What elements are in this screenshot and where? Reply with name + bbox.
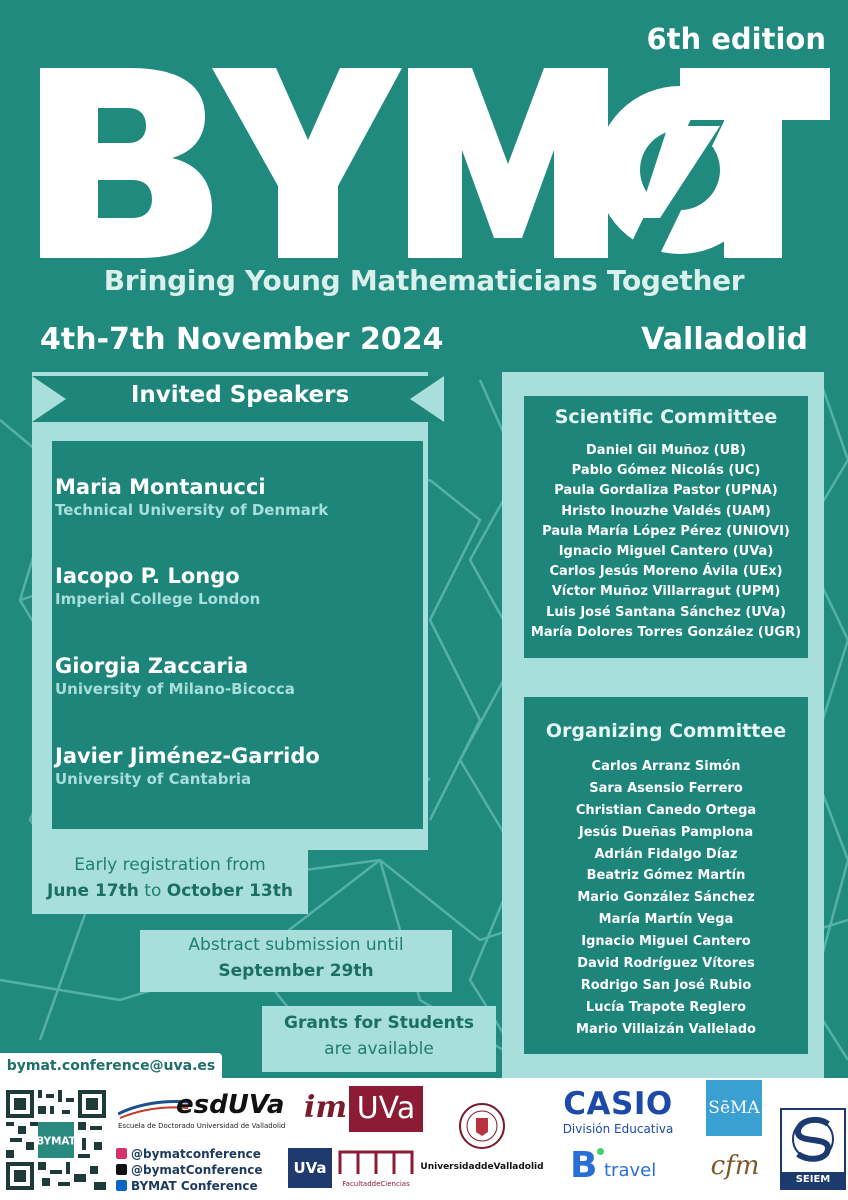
speaker-name: Javier Jiménez-Garrido — [55, 744, 320, 768]
x-handle[interactable]: @bymatConference — [116, 1162, 286, 1178]
list-item: Paula Gordaliza Pastor (UPNA) — [554, 483, 778, 499]
abstract-notice — [140, 930, 452, 992]
organizing-committee-title: Organizing Committee — [545, 720, 787, 742]
list-item: Luis José Santana Sánchez (UVa) — [546, 604, 786, 620]
tagline: Bringing Young Mathematicians Together — [103, 264, 745, 297]
scientific-committee-list — [524, 441, 808, 643]
uva-logo: UVa — [288, 1148, 332, 1188]
list-item: Hristo Inouzhe Valdés (UAM) — [561, 503, 771, 519]
event-dates: 4th-7th November 2024 — [40, 322, 444, 357]
list-item: Rodrigo San José Rubio — [580, 977, 752, 993]
esduva-logo: esdUVa Escuela de Doctorado Universidad de Valladolid — [118, 1090, 286, 1130]
sema-logo: SēMA — [706, 1080, 762, 1136]
registration-notice — [32, 850, 308, 914]
organizing-committee-list — [524, 756, 808, 1041]
b-icon: B — [570, 1145, 598, 1186]
bymat-logo — [40, 68, 830, 258]
abstract-date: September 29th — [218, 961, 374, 981]
list-item: María Dolores Torres González (UGR) — [530, 624, 802, 640]
registration-to-word: to — [144, 881, 162, 901]
linkedin-icon — [116, 1180, 127, 1191]
seiem-icon — [788, 1116, 838, 1162]
list-item: Daniel Gil Muñoz (UB) — [586, 443, 746, 458]
speaker-institution: Technical University of Denmark — [55, 501, 329, 519]
speaker-1 — [55, 474, 420, 520]
list-item: Sara Asensio Ferrero — [589, 780, 743, 796]
list-item: Víctor Muñoz Villarragut (UPM) — [551, 584, 781, 600]
facultad-ciencias-logo: FacultaddeCiencias — [338, 1146, 414, 1190]
list-item: David Rodríguez Vítores — [577, 956, 755, 972]
list-item: Christian Canedo Ortega — [575, 802, 757, 818]
registration-line: Early registration from — [74, 855, 266, 875]
instagram-handle[interactable]: @bymatconference — [116, 1146, 286, 1162]
list-item: Lucía Trapote Reglero — [585, 999, 747, 1015]
abstract-line: Abstract submission until — [188, 935, 404, 955]
green-dot-icon — [597, 1148, 604, 1155]
facultad-icon — [338, 1146, 414, 1176]
x-icon — [116, 1164, 127, 1175]
list-item: Adrián Fidalgo Díaz — [594, 846, 738, 862]
list-item: Ignacio Miguel Cantero — [581, 934, 751, 950]
university-seal-icon — [458, 1102, 506, 1150]
speaker-4 — [55, 743, 420, 789]
instagram-icon — [116, 1148, 127, 1159]
speaker-name: Iacopo P. Longo — [55, 564, 240, 588]
casio-logo: CASIO División Educativa — [562, 1086, 674, 1136]
btravel-logo: B travel — [570, 1145, 657, 1186]
speaker-name: Maria Montanucci — [55, 475, 266, 499]
grants-notice — [262, 1006, 496, 1072]
linkedin-handle[interactable]: BYMAT Conference — [116, 1178, 286, 1194]
list-item: Carlos Arranz Simón — [591, 759, 741, 774]
list-item: Paula María López Pérez (UNIOVI) — [542, 523, 790, 539]
speaker-institution: Imperial College London — [55, 590, 261, 608]
list-item: Mario González Sánchez — [577, 890, 755, 906]
seiem-logo: SEIEM — [780, 1108, 846, 1190]
grants-line: are available — [324, 1039, 434, 1059]
edition-label: 6th edition — [646, 22, 826, 56]
grants-title: Grants for Students — [284, 1013, 474, 1033]
cfm-logo: cfm — [710, 1151, 760, 1181]
speaker-3 — [55, 653, 420, 699]
list-item: Pablo Gómez Nicolás (UC) — [571, 463, 761, 479]
list-item: Beatriz Gómez Martín — [586, 868, 746, 884]
list-item: Jesús Dueñas Pamplona — [578, 824, 754, 840]
speaker-name: Giorgia Zaccaria — [55, 654, 249, 678]
qr-code[interactable] — [6, 1090, 106, 1190]
svg-text:BYMAT: BYMAT — [36, 1135, 76, 1148]
list-item: Carlos Jesús Moreno Ávila (UEx) — [549, 564, 783, 580]
registration-from: June 17th — [47, 881, 139, 901]
universidad-valladolid-logo: UniversidaddeValladolid — [420, 1096, 544, 1180]
list-item: María Martín Vega — [598, 912, 734, 928]
speaker-institution: University of Cantabria — [55, 770, 252, 788]
list-item: Mario Villaizán Vallelado — [576, 1021, 756, 1037]
speaker-institution: University of Milano-Bicocca — [55, 680, 295, 698]
speakers-title: Invited Speakers — [130, 382, 350, 408]
imuva-logo: im UVa — [304, 1086, 424, 1134]
registration-to: October 13th — [166, 881, 293, 901]
list-item: Ignacio Miguel Cantero (UVa) — [558, 543, 774, 559]
contact-email[interactable]: bymat.conference@uva.es — [0, 1053, 222, 1079]
speaker-2 — [55, 563, 420, 609]
event-city: Valladolid — [641, 322, 808, 357]
scientific-committee-title: Scientific Committee — [554, 406, 778, 428]
